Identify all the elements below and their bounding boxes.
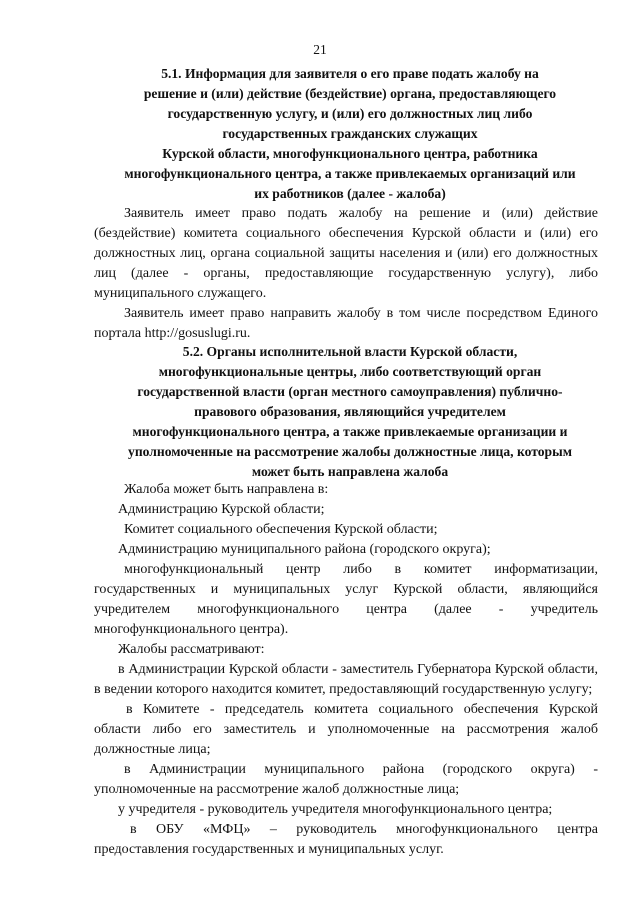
list-item: Администрацию муниципального района (городского округа); [118,542,491,557]
list-item: многофункциональный центр либо в комитет информатизации, государственных и муниципальных услуг Курской области, являющийся учредителем многофункционального центра (далее - учредитель многофункционального центра). [94,562,598,637]
heading-line: их работников (далее - жалоба) [254,186,446,201]
section-5-1-heading [90,64,610,204]
section-5-2-body [94,480,598,860]
heading-line: правового образования, являющийся учредителем [194,404,506,419]
list-item: Комитет социального обеспечения Курской области; [124,522,438,537]
list-item: в ОБУ «МФЦ» – руководитель многофункционального центра предоставления государственных и муниципальных услуг. [94,822,598,857]
heading-line: Курской области, многофункционального центра, работника [162,146,538,161]
paragraph: Жалоба может быть направлена в: [124,482,329,497]
paragraph: Заявитель имеет право направить жалобу в том числе посредством Единого портала http://gosuslugi.ru. [94,306,598,341]
heading-line: 5.2. Органы исполнительной власти Курской области, [182,344,518,359]
heading-line: может быть направлена жалоба [251,464,449,479]
heading-line: государственной власти (орган местного самоуправления) публично- [137,384,563,399]
paragraph: Заявитель имеет право подать жалобу на решение и (или) действие (бездействие) комитета социального обеспечения Курской области и (или) его должностных лиц, органа социальной защиты населения и (или) его должностных лиц (далее - органы, предоставляющие государственную услугу), либо муниципального служащего. [94,206,598,301]
paragraph: Жалобы рассматривают: [118,642,265,657]
list-item: Администрацию Курской области; [118,502,325,517]
heading-line: государственную услугу, и (или) его должностных лиц либо [167,106,533,121]
list-item: в Администрации муниципального района (городского округа) - уполномоченные на рассмотрение жалоб должностные лица; [94,762,598,797]
heading-line: 5.1. Информация для заявителя о его праве подать жалобу на [161,66,539,81]
section-5-1-body [94,204,598,344]
heading-line: государственных гражданских служащих [222,126,478,141]
list-item: в Комитете - председатель комитета социального обеспечения Курской области либо его заместитель и уполномоченные на рассмотрения жалоб должностные лица; [94,702,598,757]
heading-line: уполномоченные на рассмотрение жалобы должностные лица, которым [128,444,572,459]
heading-line: многофункционального центра, а также привлекаемых организаций или [124,166,576,181]
heading-line: многофункционального центра, а также привлекаемые организации и [132,424,568,439]
heading-line: решение и (или) действие (бездействие) органа, предоставляющего [143,86,557,101]
list-item: у учредителя - руководитель учредителя многофункционального центра; [118,802,553,817]
list-item: в Администрации Курской области - заместитель Губернатора Курской области, в ведении которого находится комитет, предоставляющий государственную услугу; [94,662,598,697]
page-number: 21 [313,42,327,57]
heading-line: многофункциональные центры, либо соответствующий орган [158,364,542,379]
section-5-2-heading [90,342,610,482]
